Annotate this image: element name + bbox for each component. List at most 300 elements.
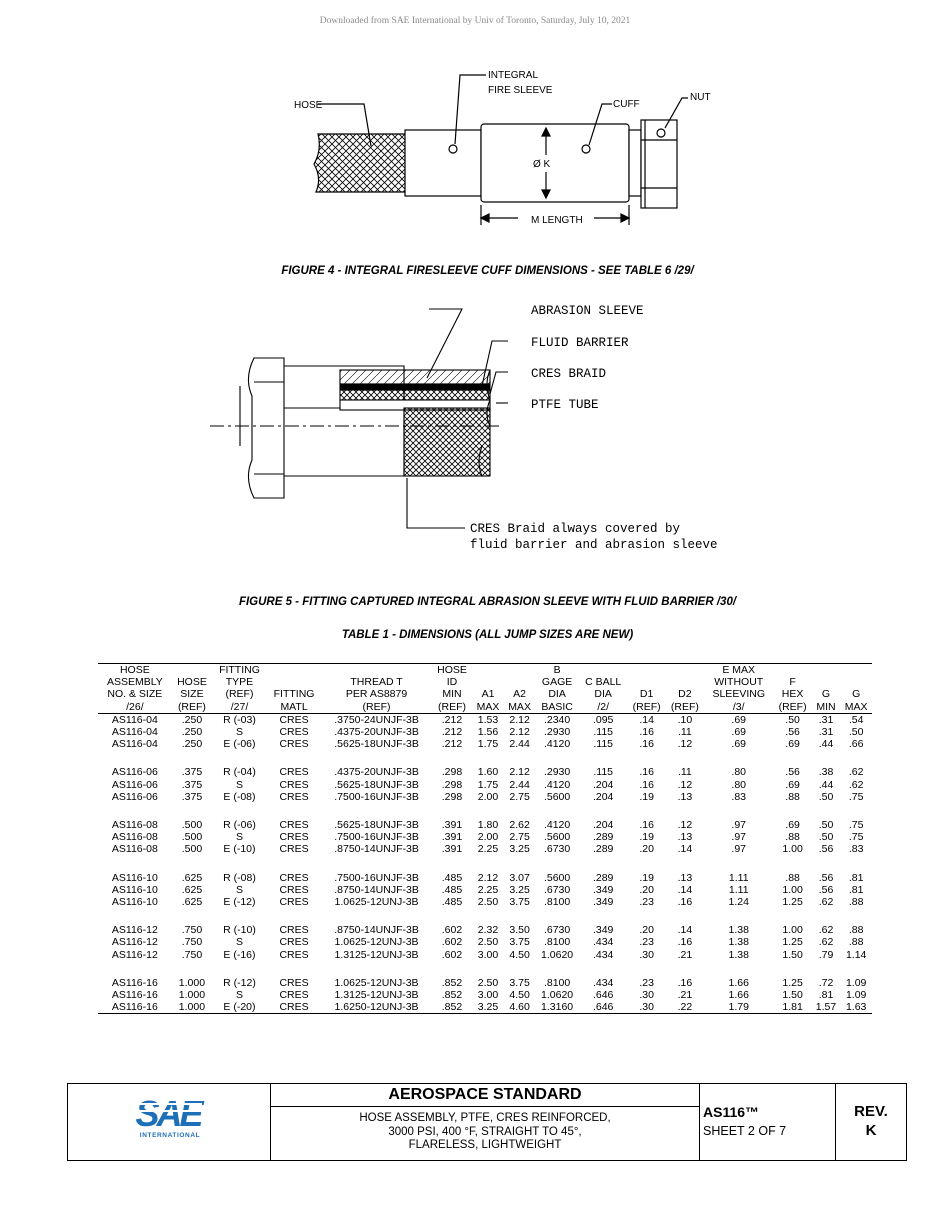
table-cell: .14 (677, 843, 693, 856)
column-header (212, 664, 267, 714)
table-cell: AS116-04 (111, 738, 158, 751)
fig5-note-line-2: fluid barrier and abrasion sleeve (470, 538, 718, 552)
table-row (98, 766, 872, 778)
table-cell: AS116-16 (111, 989, 158, 1002)
table-row (98, 831, 872, 843)
table-cell: .88 (848, 924, 864, 937)
table-cell: E (-08) (223, 790, 256, 803)
table-cell: 3.25 (472, 1001, 504, 1014)
table-cell: 1.14 (845, 948, 867, 961)
table-cell: .81 (848, 871, 864, 884)
table-cell: .375 (181, 778, 203, 791)
table-cell: 3.25 (509, 883, 530, 896)
column-header-line: SIZE (180, 688, 204, 701)
sae-logo-subtext: INTERNATIONAL (139, 1132, 201, 1139)
column-header (812, 664, 841, 714)
table-cell: 1.09 (845, 989, 867, 1002)
fig4-cuff-label: CUFF (613, 99, 640, 110)
table-cell: .5600 (543, 831, 571, 844)
document-description (271, 1107, 699, 1153)
table-cell: .5625-18UNJF-3B (334, 738, 419, 751)
table-cell: 3.75 (509, 976, 530, 989)
table-cell: .16 (639, 778, 654, 791)
table-cell: .8100 (543, 976, 571, 989)
group-spacer (98, 961, 872, 977)
table-cell: CRES (279, 989, 309, 1002)
table-cell: .3750-24UNJF-3B (334, 713, 419, 726)
table-cell: .88 (785, 871, 800, 884)
table-cell: R (-08) (223, 871, 256, 884)
column-header-line: (REF) (362, 700, 391, 713)
table-cell: 1.24 (728, 896, 749, 909)
table-cell: .22 (666, 1001, 704, 1014)
table-cell: .391 (441, 831, 463, 844)
sae-logo-text: SAE (135, 1093, 201, 1134)
table-cell: 1.0625-12UNJ-3B (334, 896, 419, 909)
table-cell: .212 (441, 726, 463, 739)
table-cell: 1.00 (782, 924, 803, 937)
table-cell: .750 (181, 936, 203, 949)
table-cell: .83 (848, 843, 864, 856)
table-cell: .69 (785, 819, 800, 832)
table-cell: .391 (441, 819, 463, 832)
table-cell: .4120 (543, 778, 571, 791)
table-cell: .21 (677, 989, 693, 1002)
table-cell: .434 (592, 948, 614, 961)
table-cell: .625 (181, 871, 203, 884)
table-cell: 1.000 (178, 989, 206, 1002)
table-cell: 4.50 (509, 989, 530, 1002)
fig4-dia-k-label: Ø K (533, 159, 551, 170)
table-cell: 2.00 (477, 831, 499, 844)
table-cell: CRES (279, 924, 309, 937)
table-cell: .30 (639, 948, 654, 961)
table-cell: 2.32 (477, 924, 499, 937)
title-block-middle (271, 1084, 700, 1160)
table-cell: 2.50 (477, 936, 499, 949)
table-cell: .16 (639, 726, 654, 739)
table-cell: AS116-06 (111, 790, 158, 803)
column-header-line: (REF) (670, 700, 699, 713)
table-cell: .204 (592, 778, 614, 791)
table-cell: .6730 (543, 843, 571, 856)
table-cell: 1.3160 (535, 1001, 578, 1014)
table-cell: S (235, 936, 243, 949)
column-header-line: FITTING (273, 688, 315, 701)
table-cell: 1.00 (782, 843, 803, 856)
sheet-number: SHEET 2 OF 7 (703, 1124, 787, 1138)
table-cell: .16 (677, 896, 693, 909)
table-cell: .62 (848, 778, 864, 791)
table-cell: .56 (818, 871, 834, 884)
table-cell: .19 (639, 871, 654, 884)
table-cell: AS116-06 (111, 766, 158, 779)
table-cell: .31 (818, 726, 834, 739)
table-cell: 1.60 (477, 766, 499, 779)
table-row (98, 713, 872, 726)
table-cell: S (235, 726, 243, 739)
table-cell: 3.75 (509, 896, 530, 909)
table-cell: 1.09 (845, 976, 867, 989)
column-header-line: HOSE (177, 676, 207, 689)
table-cell: .115 (593, 766, 614, 779)
column-header-line: FITTING (219, 664, 260, 676)
table-cell: .88 (785, 790, 800, 803)
table-cell: .375 (181, 790, 203, 803)
table-cell: AS116-10 (111, 871, 158, 884)
table-cell: 1.25 (782, 936, 803, 949)
figure-4-drawing (290, 60, 730, 260)
fig5-ptfe-tube-label: PTFE TUBE (531, 398, 599, 412)
table-cell: .75 (848, 831, 864, 844)
table-row (98, 1001, 872, 1014)
table-cell: 1.79 (704, 1001, 774, 1014)
table-cell: 4.60 (504, 1001, 536, 1014)
table-cell: AS116-06 (111, 778, 158, 791)
table-cell: .83 (731, 790, 747, 803)
group-spacer (98, 803, 872, 819)
table-cell: 3.25 (509, 843, 530, 856)
group-spacer (98, 908, 872, 924)
column-header (535, 664, 578, 714)
table-cell: CRES (279, 936, 309, 949)
table-cell: 2.50 (477, 976, 499, 989)
table-cell: .69 (785, 778, 800, 791)
table-cell: AS116-16 (98, 1001, 172, 1014)
table-row (98, 977, 872, 989)
description-line: 3000 PSI, 400 °F, STRAIGHT TO 45°, (388, 1125, 582, 1138)
download-watermark: Downloaded from SAE International by Univ of Toronto, Saturday, July 10, 2021 (319, 16, 631, 26)
column-header (172, 664, 212, 714)
table-cell: .13 (677, 871, 693, 884)
column-header-line: GAGE (541, 676, 573, 689)
table-cell: .79 (818, 948, 834, 961)
column-header-line: D2 (678, 688, 692, 701)
table-cell: 2.44 (509, 778, 530, 791)
table-cell: 2.25 (477, 883, 499, 896)
fig5-note-line-1: CRES Braid always covered by (470, 522, 681, 536)
table-cell: 1.25 (782, 896, 803, 909)
table-cell: .4120 (543, 819, 571, 832)
table-cell: AS116-08 (111, 843, 158, 856)
column-header-line: MAX (508, 700, 531, 713)
column-header-line: HOSE (119, 664, 150, 676)
column-header (321, 664, 431, 714)
table-cell: 1.57 (812, 1001, 841, 1014)
table-cell: 3.50 (509, 924, 530, 937)
column-header-line: PER AS8879 (345, 688, 408, 701)
table-cell: .500 (181, 819, 203, 832)
table-cell: .204 (592, 790, 614, 803)
table-cell: .852 (441, 976, 463, 989)
table-cell: .5600 (543, 871, 571, 884)
document-number-box (700, 1084, 836, 1160)
table-cell: 2.12 (509, 766, 530, 779)
table-cell: .19 (639, 831, 654, 844)
table-cell: .625 (181, 883, 203, 896)
table-cell: .5625-18UNJF-3B (334, 778, 419, 791)
column-header (579, 664, 628, 714)
table-cell: CRES (279, 871, 309, 884)
table-cell: 3.00 (477, 989, 499, 1002)
table-1-title: TABLE 1 - DIMENSIONS (ALL JUMP SIZES ARE NEW) (341, 629, 634, 641)
sae-logo (68, 1084, 270, 1160)
table-cell: 1.00 (782, 883, 803, 896)
table-cell: 1.3125-12UNJ-3B (334, 989, 419, 1002)
table-cell: .602 (441, 936, 463, 949)
table-row (98, 924, 872, 936)
column-header-line: /3/ (732, 700, 745, 713)
table-cell: .72 (818, 976, 834, 989)
table-row (98, 949, 872, 961)
table-cell: .21 (677, 948, 693, 961)
table-cell: CRES (279, 766, 309, 779)
table-cell: .14 (677, 883, 693, 896)
column-header-line: BASIC (541, 700, 573, 713)
table-cell: .50 (785, 713, 800, 726)
table-cell: CRES (279, 948, 309, 961)
column-header (840, 664, 872, 714)
column-header-line: WITHOUT (714, 676, 764, 689)
column-header (504, 664, 536, 714)
table-cell: .56 (785, 726, 800, 739)
table-cell: R (-12) (223, 976, 256, 989)
table-row (98, 872, 872, 884)
table-cell: CRES (267, 1001, 322, 1014)
figure-5-caption: FIGURE 5 - FITTING CAPTURED INTEGRAL ABRASION SLEEVE WITH FLUID BARRIER /30/ (238, 596, 737, 608)
table-cell: .97 (731, 831, 747, 844)
table-cell: AS116-04 (111, 726, 158, 739)
column-header-line: G (852, 688, 861, 701)
column-header-line: TYPE (225, 676, 254, 689)
column-header-line: (REF) (632, 700, 661, 713)
table-cell: R (-04) (223, 766, 256, 779)
column-header (98, 664, 172, 714)
table-cell: AS116-12 (111, 948, 158, 961)
table-cell: .8100 (543, 896, 571, 909)
table-cell: .16 (677, 976, 693, 989)
table-cell: .349 (592, 883, 614, 896)
column-header-line: (REF) (225, 688, 254, 701)
table-cell: S (235, 883, 243, 896)
table-cell: 2.12 (509, 713, 530, 726)
table-cell: .69 (785, 738, 800, 751)
table-cell: 3.07 (509, 871, 530, 884)
table-cell: E (-20) (212, 1001, 267, 1014)
fig5-cres-braid-label: CRES BRAID (531, 367, 607, 381)
column-header-line: MAX (476, 700, 500, 713)
table-cell: CRES (279, 976, 309, 989)
column-header-line: NO. & SIZE (107, 688, 163, 701)
table-cell: 2.44 (509, 738, 530, 751)
column-header-line: THREAD T (350, 676, 403, 689)
table-cell: .500 (181, 831, 203, 844)
table-cell: .81 (818, 989, 834, 1002)
table-cell: .54 (848, 713, 864, 726)
table-cell: .69 (731, 726, 747, 739)
table-cell: .13 (677, 831, 693, 844)
table-cell: .485 (441, 871, 463, 884)
table-cell: .14 (677, 924, 693, 937)
column-header-line: A2 (513, 688, 526, 701)
table-cell: .250 (181, 738, 203, 751)
table-cell: .14 (639, 713, 654, 726)
table-cell: .16 (677, 936, 693, 949)
table-cell: 2.25 (477, 843, 499, 856)
table-cell: .115 (593, 726, 614, 739)
table-cell: .7500-16UNJF-3B (334, 871, 419, 884)
table-cell: CRES (279, 726, 309, 739)
table-cell: CRES (279, 738, 309, 751)
table-cell: .625 (181, 896, 203, 909)
table-cell: .2930 (543, 766, 571, 779)
table-cell: .5625-18UNJF-3B (334, 819, 419, 832)
table-cell: .298 (441, 778, 463, 791)
table-cell: .6730 (543, 924, 571, 937)
table-row (98, 779, 872, 791)
table-cell: 1.81 (773, 1001, 811, 1014)
table-cell: .434 (592, 976, 614, 989)
table-cell: 1.0625-12UNJ-3B (334, 936, 419, 949)
column-header-line: ASSEMBLY (106, 676, 163, 689)
table-cell: 1.38 (728, 936, 749, 949)
table-cell: CRES (279, 819, 309, 832)
table-cell: .11 (677, 766, 692, 779)
table-cell: 2.00 (477, 790, 499, 803)
column-header (432, 664, 472, 714)
table-cell: .62 (848, 766, 864, 779)
group-spacer (98, 856, 872, 872)
table-cell: .88 (848, 936, 864, 949)
table-cell: .12 (677, 738, 693, 751)
table-cell: .19 (639, 790, 654, 803)
table-cell: .50 (818, 790, 834, 803)
table-cell: AS116-10 (111, 883, 158, 896)
table-cell: .50 (818, 831, 834, 844)
table-cell: 1.56 (477, 726, 499, 739)
table-cell: .250 (181, 713, 203, 726)
table-cell: AS116-16 (111, 976, 158, 989)
title-block (67, 1083, 907, 1161)
table-cell: .5600 (543, 790, 571, 803)
table-cell: .646 (592, 989, 614, 1002)
table-cell: .20 (639, 843, 654, 856)
table-cell: AS116-12 (111, 924, 158, 937)
table-cell: R (-03) (223, 713, 256, 726)
column-header-line: HOSE (437, 664, 467, 676)
table-cell: .50 (818, 819, 834, 832)
table-cell: 1.53 (477, 713, 499, 726)
table-body (98, 713, 872, 1014)
table-row (98, 936, 872, 948)
column-header-line: (REF) (437, 700, 466, 713)
column-header-line: MAX (844, 700, 868, 713)
table-cell: 1.000 (172, 1001, 212, 1014)
table-cell: R (-10) (223, 924, 256, 937)
table-cell: 2.75 (509, 790, 530, 803)
table-cell: .391 (441, 843, 463, 856)
column-header (628, 664, 666, 714)
table-cell: .69 (731, 738, 747, 751)
table-row (98, 726, 872, 738)
description-line: FLARELESS, LIGHTWEIGHT (408, 1139, 562, 1151)
revision-label: REV. (854, 1103, 888, 1120)
table-cell: .56 (785, 766, 800, 779)
column-header-line: /2/ (597, 700, 610, 713)
table-cell: .88 (785, 831, 800, 844)
table-cell: 1.000 (178, 976, 206, 989)
table-cell: .75 (848, 819, 864, 832)
table-cell: CRES (279, 896, 309, 909)
description-line: HOSE ASSEMBLY, PTFE, CRES REINFORCED, (359, 1112, 611, 1124)
table-cell: .4375-20UNJF-3B (334, 726, 419, 739)
column-header-line: HEX (781, 688, 804, 701)
table-cell: .750 (181, 924, 203, 937)
table-cell: 1.50 (782, 948, 803, 961)
table-row (98, 896, 872, 908)
table-cell: AS116-10 (111, 896, 158, 909)
table-cell: 1.3125-12UNJ-3B (334, 948, 419, 961)
table-cell: AS116-08 (111, 831, 158, 844)
table-cell: E (-10) (223, 843, 256, 856)
table-cell: 1.0620 (541, 948, 574, 961)
table-cell: .97 (731, 843, 747, 856)
table-cell: .6730 (543, 883, 571, 896)
table-cell: .16 (639, 819, 654, 832)
table-cell: 1.66 (728, 976, 749, 989)
table-cell: .2930 (543, 726, 571, 739)
table-cell: CRES (279, 713, 309, 726)
table-cell: .62 (818, 924, 834, 937)
table-cell: .349 (592, 896, 614, 909)
fig5-fluid-barrier-label: FLUID BARRIER (531, 336, 629, 350)
column-header-line: MATL (280, 700, 308, 713)
table-cell: .204 (592, 819, 614, 832)
table-cell: .56 (818, 843, 834, 856)
table-cell: 1.38 (728, 948, 749, 961)
table-cell: .80 (731, 766, 747, 779)
fig5-abrasion-sleeve-label: ABRASION SLEEVE (531, 304, 644, 318)
table-cell: 3.75 (509, 936, 530, 949)
table-cell: S (235, 778, 243, 791)
table-cell: .115 (593, 738, 614, 751)
table-cell: 2.75 (509, 831, 530, 844)
table-row (98, 843, 872, 855)
table-cell: .31 (818, 713, 834, 726)
table-cell: .289 (592, 843, 614, 856)
column-header (267, 664, 322, 714)
table-cell: .212 (441, 713, 463, 726)
column-header-line: /26/ (126, 700, 144, 713)
table-cell: .8750-14UNJF-3B (334, 924, 419, 937)
table-cell: 1.11 (728, 883, 749, 896)
table-cell: CRES (279, 831, 309, 844)
column-header-line: MIN (816, 700, 836, 713)
column-header (704, 664, 774, 714)
column-header (472, 664, 504, 714)
table-cell: .69 (731, 713, 747, 726)
sae-logo-box (68, 1084, 271, 1160)
group-spacer (98, 750, 872, 766)
table-cell: .500 (181, 843, 203, 856)
table-cell: .75 (848, 790, 864, 803)
table-cell: .20 (639, 924, 654, 937)
table-row (98, 989, 872, 1001)
table-cell: .12 (677, 819, 693, 832)
table-cell: .8750-14UNJF-3B (334, 843, 419, 856)
table-cell: .4375-20UNJF-3B (334, 766, 419, 779)
table-cell: 1.66 (728, 989, 749, 1002)
